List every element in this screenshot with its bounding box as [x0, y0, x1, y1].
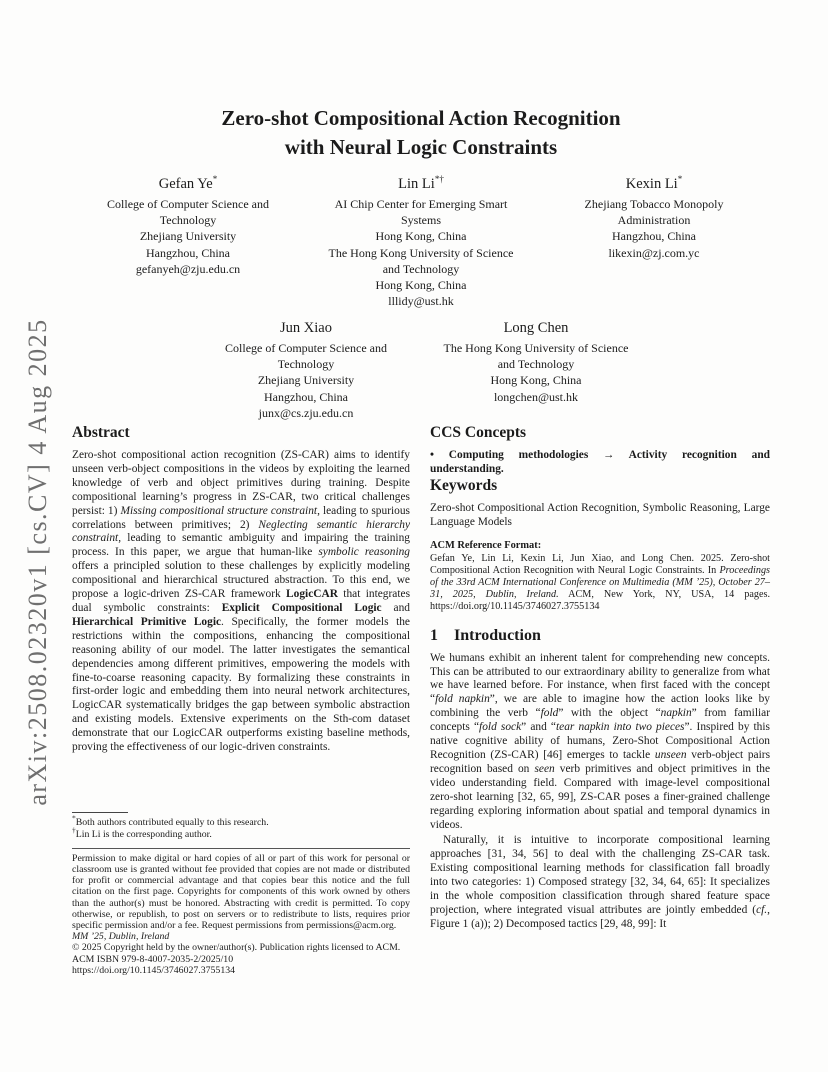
affiliation-line: and Technology [497, 357, 575, 372]
text-segment: seen [534, 762, 555, 775]
ccs-heading: CCS Concepts [430, 424, 527, 441]
author-block-jun-xiao [191, 320, 421, 421]
affiliation-line: Zhejiang University [257, 373, 355, 388]
affiliation-line: and Technology [382, 261, 460, 276]
text-segment: , leading to semantic ambiguity and impairing the training process. In this paper, we argue that human-like [72, 532, 410, 559]
footnote-divider [72, 812, 128, 813]
arxiv-stamp: arXiv:2508.02320v1 [cs.CV] 4 Aug 2025 [23, 318, 52, 806]
acm-ref-text [430, 553, 770, 614]
text-segment: ACM, New York, NY, USA, 14 pages. https://doi.org/10.1145/3746027.3755134 [430, 589, 770, 613]
author-block-gefan-ye [72, 176, 304, 309]
affiliation-line: Zhejiang University [139, 229, 237, 244]
author-affiliation-lines [305, 196, 537, 309]
copyright-line: © 2025 Copyright held by the owner/author(s). Publication rights licensed to ACM. [72, 942, 401, 954]
author-affiliation-lines [72, 196, 304, 277]
text-segment: • Computing methodologies → Activity recognition and understanding. [430, 449, 770, 475]
permission-divider [72, 848, 410, 849]
text-segment: . Specifically, the former models the restrictions within the compositions, enhancing the compositional reasoning ability of our model. The latter investigates the semantical dependencies among different primitives, empowering the models with fine-to-coarse reasoning capacity. By formalizing these constraints in first-order logic and embedding them into neural network architectures, LogicCAR systematically bridges the gap between symbolic abstraction and existing models. Extensive experiments on the Sth-com dataset demonstrate that our LogicCAR outperforms existing baseline methods, proving the effectiveness of our logic-driven constraints. [72, 615, 410, 754]
abstract-text [72, 449, 410, 755]
author-name-text: Gefan Ye [158, 176, 213, 192]
abstract-heading: Abstract [72, 424, 130, 441]
text-segment: fold sock [479, 721, 522, 734]
section-1-heading [430, 627, 770, 645]
keywords-text: Zero-shot Compositional Action Recognition, Symbolic Reasoning, Large Language Models [430, 501, 770, 528]
author-block-kexin-li [538, 176, 770, 309]
author-marks: * [212, 174, 218, 185]
footnote-text: Lin Li is the corresponding author. [75, 828, 212, 840]
affiliation-line: likexin@zj.com.yc [608, 245, 700, 260]
text-segment: Neglecting semantic hierarchy constraint [72, 518, 410, 545]
author-block-long-chen [421, 320, 651, 421]
text-segment: LogicCAR [286, 588, 338, 601]
text-segment: verb-object pairs recognition based on [430, 748, 771, 775]
text-segment: cf. [756, 903, 768, 916]
intro-paragraph-1 [430, 652, 770, 833]
text-segment: napkin [660, 707, 692, 720]
affiliation-line: The Hong Kong University of Science [443, 341, 629, 355]
text-segment: tear napkin into two pieces [555, 721, 685, 734]
text-segment: fold [540, 707, 559, 720]
affiliation-line: lllidy@ust.hk [388, 294, 454, 309]
text-segment: offers a principled solution to these challenges by explicitly modeling compositional and hierarchical structured abstraction. To this end, we propose a logic-driven ZS-CAR framework [72, 560, 410, 601]
text-segment: Proceedings of the 33rd ACM International Conference on Multimedia (MM ’25), October 27–31, 2025, Dublin, Ireland. [430, 564, 770, 601]
affiliation-line: Hangzhou, China [612, 229, 696, 244]
affiliation-line: Administration [617, 213, 691, 228]
right-column [430, 424, 770, 976]
paper-title [72, 104, 770, 162]
author-name-text: Lin Li [398, 176, 435, 192]
affiliation-line: Hong Kong, China [490, 373, 582, 388]
affiliation-line: Technology [159, 213, 217, 228]
text-segment: unseen [654, 748, 687, 761]
permission-statement: Permission to make digital or hard copies of all or part of this work for personal or classroom use is granted without fee provided that copies are not made or distributed for profit or commercial advantage and that copies bear this notice and the full citation on the first page. Copyrights for components of this work owned by others than the author(s) must be honored. Abstracting with credit is permitted. To copy otherwise, or republish, to post on servers or to redistribute to lists, requires prior specific permission and/or a fee. Request permissions from permissions@acm.org. [72, 852, 410, 931]
text-segment: that integrates dual symbolic constraints: [72, 588, 411, 614]
left-column-footer [72, 812, 410, 976]
section-number: 1 [430, 626, 438, 644]
affiliation-line: Hangzhou, China [264, 389, 348, 404]
venue-line: MM ’25, Dublin, Ireland [72, 931, 170, 943]
author-name-text: Kexin Li [625, 176, 678, 192]
text-segment: symbolic reasoning [318, 546, 411, 559]
footnote-corresponding-author [72, 825, 410, 841]
authors-row-2 [72, 320, 770, 421]
affiliation-line: College of Computer Science and [225, 341, 387, 355]
author-name [191, 320, 421, 337]
text-segment: ” from familiar concepts “ [430, 707, 771, 734]
left-column [72, 424, 410, 976]
ccs-text [430, 449, 770, 477]
intro-paragraph-2 [430, 834, 770, 931]
author-block-lin-li [305, 176, 537, 309]
affiliation-line: longchen@ust.hk [493, 389, 579, 404]
text-segment: ” with the object “ [558, 707, 661, 720]
paper-title-line1: Zero-shot Compositional Action Recognition [221, 106, 621, 130]
author-name [421, 320, 651, 337]
keywords-heading: Keywords [430, 476, 498, 494]
isbn-line: ACM ISBN 979-8-4007-2035-2/2025/10 [72, 953, 234, 965]
text-segment: Gefan Ye, Lin Li, Kexin Li, Jun Xiao, and Long Chen. 2025. Zero-shot Compositional Action Recognition with Neural Logic Constraints. In [430, 552, 770, 576]
doi-link[interactable]: https://doi.org/10.1145/3746027.3755134 [72, 964, 236, 976]
two-column-body [72, 424, 770, 976]
text-segment: We humans exhibit an inherent talent for comprehending new concepts. This can be attributed to our extraordinary ability to generalize from what we have learned before. For instance, when first faced with the concept “ [430, 651, 770, 706]
footnote-equal-contribution [72, 813, 410, 829]
author-name [305, 176, 537, 193]
author-name [72, 176, 304, 193]
affiliation-line: College of Computer Science and [107, 197, 269, 211]
affiliation-line: Hong Kong, China [375, 229, 467, 244]
paper-title-line2: with Neural Logic Constraints [284, 135, 558, 159]
text-segment: Zero-shot compositional action recognition (ZS-CAR) aims to identify unseen verb-object compositions in the videos by exploiting the learned knowledge of verb and object primitives during training. Despite compositional learning’s progress in ZS-CAR, two critical challenges persist: 1) [72, 449, 410, 517]
text-segment: Missing compositional structure constraint [120, 504, 318, 517]
author-name [538, 176, 770, 193]
text-segment: fold napkin [435, 693, 490, 706]
authors-row-1 [72, 176, 770, 309]
author-marks: *† [434, 174, 444, 185]
author-name-text: Jun Xiao [280, 320, 332, 336]
text-segment: and [381, 601, 411, 614]
footnote-text: Both authors contributed equally to this research. [75, 816, 269, 828]
text-segment: Explicit Compositional Logic [221, 601, 382, 614]
author-marks: * [677, 174, 683, 185]
footnote-marker: * [72, 813, 76, 823]
affiliation-line: The Hong Kong University of Science [328, 245, 514, 260]
affiliation-line: gefanyeh@zju.edu.cn [135, 261, 241, 276]
affiliation-line: Zhejiang Tobacco Monopoly [584, 197, 724, 211]
text-segment: verb primitives and object primitives in the video understanding field. Compared with image-level compositional zero-shot learning [32, 65, 99], ZS-CAR poses a finer-grained challenge regarding exploring information about spatial and temporal dynamics in videos. [430, 762, 771, 831]
author-affiliation-lines [538, 196, 770, 261]
text-segment: ”. Inspired by this native cognitive ability of humans, Zero-Shot Compositional Action Recognition (ZS-CAR) [46] emerges to tackle [430, 721, 770, 761]
text-segment: , leading to spurious correlations between primitives; 2) [72, 504, 410, 531]
text-segment: , Figure 1 (a)); 2) Decomposed tactics [29, 48, 99]: It [430, 903, 770, 930]
acm-ref-heading: ACM Reference Format: [430, 539, 542, 551]
text-segment: Naturally, it is intuitive to incorporate compositional learning approaches [31, 34, 56] to deal with the challenging ZS-CAR task. Existing compositional learning methods for classification fall broadly into two categories: 1) Composed strategy [32, 34, 64, 65]: It specializes in the whole composition classification through shared feature space projection, where integrated visual attributes are jointly embedded ( [430, 834, 770, 916]
section-title: Introduction [454, 626, 541, 644]
author-name-text: Long Chen [503, 320, 569, 336]
text-segment: ” and “ [521, 721, 556, 734]
affiliation-line: Hangzhou, China [146, 245, 230, 260]
footnote-marker: † [72, 825, 76, 835]
author-affiliation-lines [421, 340, 651, 405]
author-affiliation-lines [191, 340, 421, 421]
affiliation-line: junx@cs.zju.edu.cn [258, 405, 354, 420]
affiliation-line: Technology [277, 357, 335, 372]
affiliation-line: Hong Kong, China [375, 278, 467, 293]
text-segment: Hierarchical Primitive Logic [72, 615, 222, 628]
affiliation-line: Systems [400, 213, 441, 228]
text-segment: ”, we are able to imagine how the action looks like by combining the verb “ [430, 693, 770, 720]
affiliation-line: AI Chip Center for Emerging Smart [334, 197, 508, 211]
